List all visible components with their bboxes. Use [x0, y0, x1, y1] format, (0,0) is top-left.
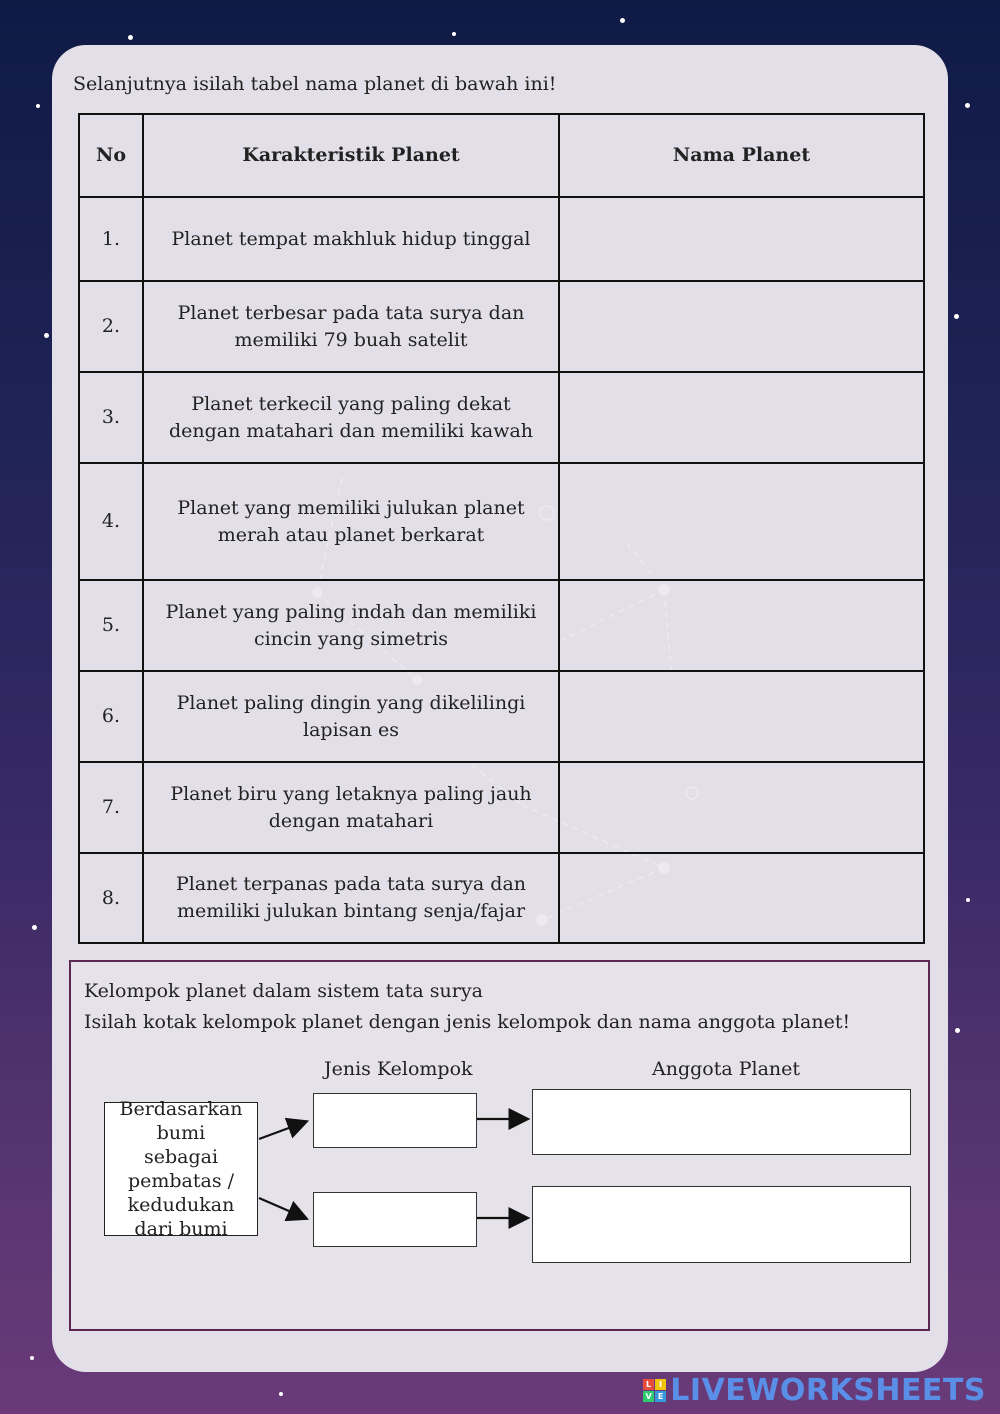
row-description: Planet yang memiliki julukan planet merah atau planet berkarat — [143, 463, 559, 580]
row-number: 3. — [79, 372, 143, 463]
group-members-header: Anggota Planet — [652, 1058, 801, 1080]
planet-table — [78, 113, 925, 944]
header-planet-name: Nama Planet — [559, 114, 924, 197]
row-number: 7. — [79, 762, 143, 853]
table-row — [79, 762, 924, 853]
table-row — [79, 281, 924, 372]
arrow-to-type-2 — [259, 1198, 305, 1218]
row-number: 1. — [79, 197, 143, 281]
liveworksheets-mark-icon: L I V E — [643, 1379, 666, 1402]
group-type-header: Jenis Kelompok — [324, 1058, 473, 1080]
row-number: 8. — [79, 853, 143, 943]
planet-name-answer-field[interactable] — [559, 463, 924, 580]
planet-name-answer-field[interactable] — [559, 671, 924, 762]
planet-name-answer-field[interactable] — [559, 281, 924, 372]
table-row — [79, 372, 924, 463]
table-row — [79, 580, 924, 671]
planet-name-answer-field[interactable] — [559, 853, 924, 943]
row-number: 4. — [79, 463, 143, 580]
planet-name-answer-field[interactable] — [559, 197, 924, 281]
group-members-input-1[interactable] — [532, 1089, 911, 1155]
classification-basis-text: Berdasarkan bumi sebagai pembatas / kedudukan dari bumi — [119, 1098, 243, 1240]
planet-group-section — [69, 960, 930, 1331]
table-row — [79, 853, 924, 943]
table-instruction: Selanjutnya isilah tabel nama planet di bawah ini! — [73, 73, 557, 95]
group-type-input-2[interactable] — [313, 1192, 477, 1247]
row-number: 5. — [79, 580, 143, 671]
row-description: Planet terbesar pada tata surya dan memiliki 79 buah satelit — [143, 281, 559, 372]
row-number: 2. — [79, 281, 143, 372]
row-number: 6. — [79, 671, 143, 762]
planet-name-answer-field[interactable] — [559, 372, 924, 463]
group-section-title: Kelompok planet dalam sistem tata surya — [84, 980, 483, 1002]
group-type-input-1[interactable] — [313, 1093, 477, 1148]
table-row — [79, 197, 924, 281]
row-description: Planet yang paling indah dan memiliki cincin yang simetris — [143, 580, 559, 671]
planet-name-answer-field[interactable] — [559, 580, 924, 671]
row-description: Planet paling dingin yang dikelilingi lapisan es — [143, 671, 559, 762]
row-description: Planet terkecil yang paling dekat dengan matahari dan memiliki kawah — [143, 372, 559, 463]
classification-basis-box — [104, 1098, 258, 1240]
row-description: Planet tempat makhluk hidup tinggal — [143, 197, 559, 281]
group-members-input-2[interactable] — [532, 1186, 911, 1263]
header-characteristic: Karakteristik Planet — [143, 114, 559, 197]
row-description: Planet biru yang letaknya paling jauh dengan matahari — [143, 762, 559, 853]
table-row — [79, 463, 924, 580]
planet-name-answer-field[interactable] — [559, 762, 924, 853]
liveworksheets-wordmark: LIVEWORKSHEETS — [670, 1373, 986, 1408]
table-header-row — [79, 114, 924, 197]
liveworksheets-logo — [643, 1373, 986, 1408]
arrow-to-type-1 — [259, 1122, 305, 1139]
row-description: Planet terpanas pada tata surya dan memiliki julukan bintang senja/fajar — [143, 853, 559, 943]
header-no: No — [79, 114, 143, 197]
table-row — [79, 671, 924, 762]
group-section-instruction: Isilah kotak kelompok planet dengan jenis kelompok dan nama anggota planet! — [84, 1011, 851, 1033]
